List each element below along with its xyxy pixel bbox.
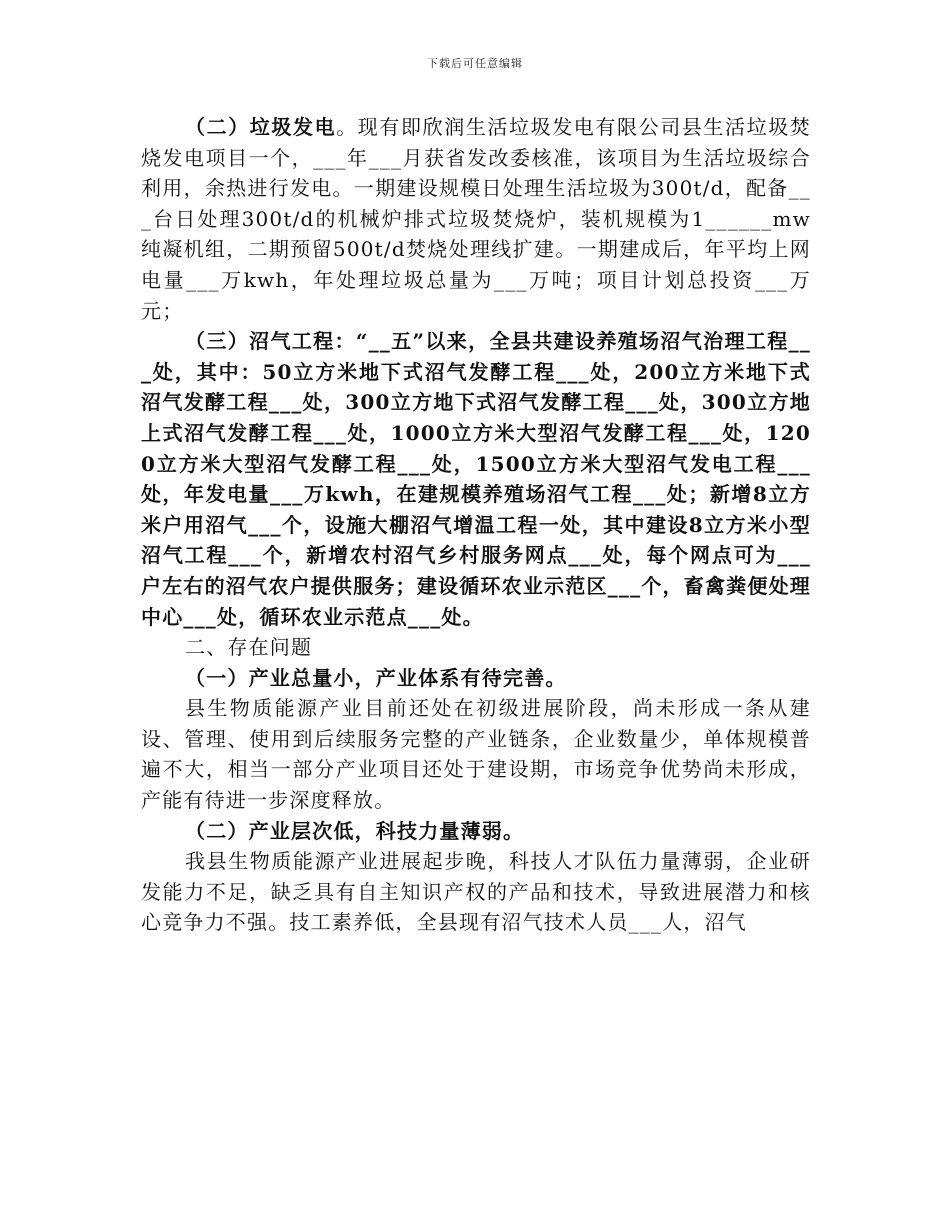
page-header-note: 下载后可任意编辑 <box>427 57 523 70</box>
paragraph-garbage-power <box>141 112 811 326</box>
section-heading-problems: 二、存在问题 <box>185 635 313 660</box>
subheading-industry-scale: （一）产业总量小，产业体系有待完善。 <box>185 665 567 690</box>
subheading-industry-level: （二）产业层次低，科技力量薄弱。 <box>185 818 525 843</box>
paragraph-industry-level: 我县生物质能源产业进展起步晚，科技人才队伍力量薄弱，企业研发能力不足，缺乏具有自主知识产权的产品和技术，导致进展潜力和核心竞争力不强。技工素养低，全县现有沼气技术人员___人，沼气 <box>141 849 811 935</box>
paragraph-text-garbage-power: 。现有即欣润生活垃圾发电有限公司县生活垃圾焚烧发电项目一个，___年___月获省发改委核准，该项目为生活垃圾综合利用，余热进行发电。一期建设规模日处理生活垃圾为300t/d，配备___台日处理300t/d的机械炉排式垃圾焚烧炉，装机规模为1______mw纯凝机组，二期预留500t/d焚烧处理线扩建。一期建成后，年平均上网电量___万kwh，年处理垃圾总量为___万吨；项目计划总投资___万元； <box>141 115 811 323</box>
paragraph-biogas-project: （三）沼气工程：“__五”以来，全县共建设养殖场沼气治理工程___处，其中：50立方米地下式沼气发酵工程___处，200立方米地下式沼气发酵工程___处，300立方地下式沼气发酵工程___处，300立方地上式沼气发酵工程___处，1000立方米大型沼气发酵工程___处，1200立方米大型沼气发酵工程___处，1500立方米大型沼气发电工程___处，年发电量___万kwh，在建规模养殖场沼气工程___处；新增8立方米户用沼气___个，设施大棚沼气增温工程一处，其中建设8立方米小型沼气工程___个，新增农村沼气乡村服务网点___处，每个网点可为___户左右的沼气农户提供服务；建设循环农业示范区___个，畜禽粪便处理中心___处，循环农业示范点___处。 <box>141 329 811 629</box>
paragraph-lead-garbage-power: （二）垃圾发电 <box>185 115 337 139</box>
paragraph-industry-scale: 县生物质能源产业目前还处在初级进展阶段，尚未形成一条从建设、管理、使用到后续服务完整的产业链条，企业数量少，单体规模普遍不大，相当一部分产业项目还处于建设期，市场竞争优势尚未形成，产能有待进一步深度释放。 <box>141 696 811 813</box>
document-body <box>141 112 811 938</box>
